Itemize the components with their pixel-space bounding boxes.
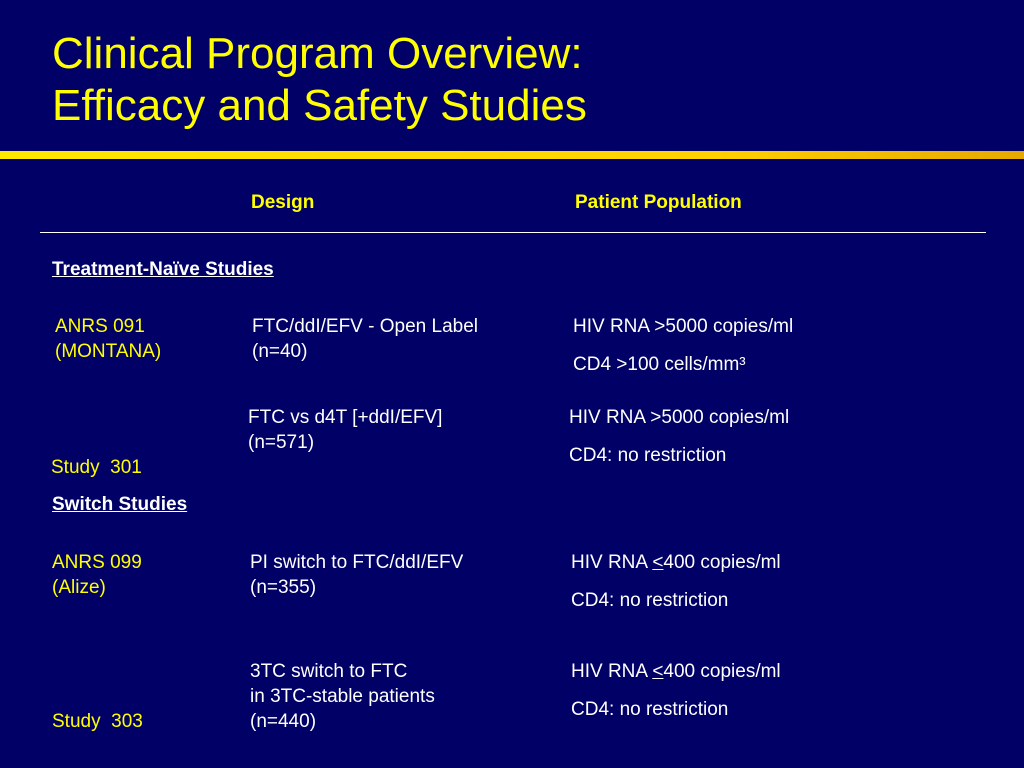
header-divider (40, 232, 986, 233)
study-population-303 (571, 659, 781, 722)
design-line: FTC/ddI/EFV - Open Label (252, 316, 478, 337)
study-population-anrs-091 (573, 314, 793, 377)
study-name-line: Study 303 (52, 711, 143, 732)
rna-prefix: HIV RNA (571, 552, 653, 573)
rna-prefix: HIV RNA (571, 661, 653, 682)
design-line: 3TC switch to FTC (250, 661, 408, 682)
study-name-line: ANRS 091 (55, 316, 145, 337)
design-line: (n=355) (250, 577, 317, 598)
design-column-header: Design (251, 192, 315, 213)
section-treatment-naive: Treatment-Naïve Studies (52, 259, 274, 280)
title-divider (0, 151, 1024, 159)
study-design-anrs-091 (252, 314, 478, 364)
study-name-line: (Alize) (52, 577, 106, 598)
design-line: (n=440) (250, 711, 317, 732)
design-line: (n=571) (248, 432, 315, 453)
study-name-303 (52, 659, 143, 768)
population-line: CD4: no restriction (571, 699, 729, 720)
title-line-2: Efficacy and Safety Studies (52, 81, 587, 130)
title-line-1: Clinical Program Overview: (52, 29, 583, 78)
study-design-anrs-099 (250, 550, 463, 600)
study-population-anrs-099 (571, 550, 781, 613)
study-design-301 (248, 405, 442, 455)
population-column-header: Patient Population (575, 192, 742, 213)
less-than-or-equal-sign: < (652, 661, 664, 682)
population-line: HIV RNA >5000 copies/ml (569, 407, 790, 428)
population-line (571, 550, 781, 575)
population-line: HIV RNA >5000 copies/ml (573, 316, 794, 337)
section-switch: Switch Studies (52, 494, 188, 515)
design-line: in 3TC-stable patients (250, 686, 435, 707)
less-than-or-equal-sign: < (652, 552, 664, 573)
rna-threshold: 400 copies/ml (663, 661, 781, 682)
design-line: PI switch to FTC/ddI/EFV (250, 552, 464, 573)
population-line: CD4: no restriction (569, 445, 727, 466)
study-name-line: ANRS 099 (52, 552, 142, 573)
study-design-303 (250, 659, 435, 734)
rna-threshold: 400 copies/ml (663, 552, 781, 573)
study-name-line: Study 301 (51, 457, 142, 478)
slide-title (52, 28, 587, 132)
study-population-301 (569, 405, 789, 468)
study-name-anrs-099 (52, 550, 142, 600)
study-name-line: (MONTANA) (55, 341, 162, 362)
population-line (571, 659, 781, 684)
population-line: CD4 >100 cells/mm³ (573, 354, 746, 375)
design-line: (n=40) (252, 341, 308, 362)
study-name-anrs-091 (55, 314, 161, 364)
population-line: CD4: no restriction (571, 590, 729, 611)
design-line: FTC vs d4T [+ddI/EFV] (248, 407, 443, 428)
